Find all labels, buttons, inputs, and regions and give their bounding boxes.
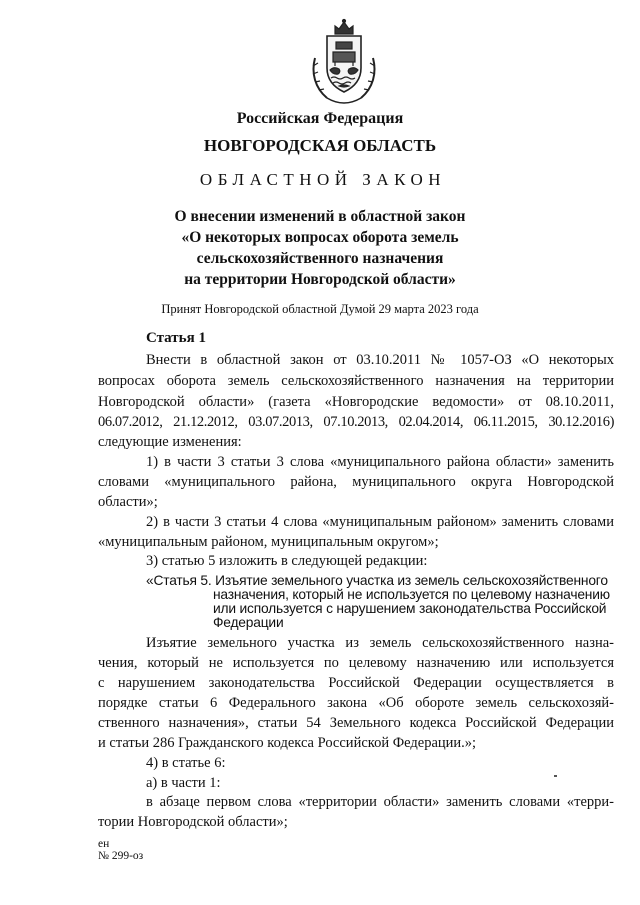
body-line: Изъятие земельного участка из земель сельскохозяйственного назна-: [146, 635, 614, 651]
quoted-article-heading: назначения, который не используется по целевому назначению: [213, 587, 610, 602]
body-line: порядке статьи 6 Федерального закона «Об обороте земель сельскохозяй-: [98, 695, 614, 711]
body-line: 3) статью 5 изложить в следующей редакции:: [146, 553, 428, 569]
adoption-note: Принят Новгородской областной Думой 29 марта 2023 года: [161, 302, 479, 316]
body-line: тории Новгородской области»;: [98, 814, 288, 830]
body-line: и статьи 286 Гражданского кодекса Российской Федерации.»;: [98, 735, 477, 751]
body-line: вопросах оборота земель сельскохозяйственного назначения на территории: [98, 373, 614, 389]
body-line: в абзаце первом слова «территории области» заменить словами «терри-: [146, 794, 614, 810]
body-line: 1) в части 3 статьи 3 слова «муниципального района области» заменить: [146, 454, 614, 470]
title-line: на территории Новгородской области»: [184, 271, 456, 288]
document-type: ОБЛАСТНОЙ ЗАКОН: [199, 170, 447, 189]
title-line: О внесении изменений в областной закон: [174, 208, 466, 225]
body-line: области»;: [98, 494, 158, 510]
footer-code: ен: [98, 838, 110, 850]
body-line: следующие изменения:: [98, 434, 242, 450]
body-line: с нарушением законодательства Российской Федерации осуществляется в: [98, 675, 614, 691]
body-line: словами «муниципального района, муниципального округа Новгородской: [98, 474, 614, 490]
body-line: Внести в областной закон от 03.10.2011 № 1057-ОЗ «О некоторых: [146, 352, 614, 368]
quoted-article-heading: или используется с нарушением законодательства Российской: [213, 601, 607, 616]
body-line: 06.07.2012, 21.12.2012, 03.07.2013, 07.10.2013, 02.04.2014, 06.11.2015, 30.12.2016): [98, 414, 614, 430]
region-name: НОВГОРОДСКАЯ ОБЛАСТЬ: [203, 136, 437, 155]
body-line: «муниципальным районом, муниципальным округом»;: [98, 534, 439, 550]
body-line: 4) в статье 6:: [146, 755, 226, 771]
document-footer: [98, 838, 143, 862]
body-line: 2) в части 3 статьи 4 слова «муниципальным районом» заменить словами: [146, 514, 614, 530]
article-heading: Статья 1: [146, 330, 206, 346]
title-line: сельскохозяйственного назначения: [196, 250, 444, 267]
coat-of-arms-icon: [305, 18, 383, 104]
country-name: Российская Федерация: [236, 110, 404, 127]
body-line: чения, который не используется по целевому назначению или используется: [98, 655, 614, 671]
title-line: «О некоторых вопросах оборота земель: [181, 229, 459, 246]
quoted-article-heading: Федерации: [213, 615, 284, 630]
law-title: [0, 206, 640, 290]
body-line: ственного назначения», статьи 54 Земельного кодекса Российской Федерации: [98, 715, 614, 731]
footer-number: № 299-оз: [98, 850, 144, 862]
body-line: Новгородской области» (газета «Новгородские ведомости» от 08.10.2011,: [98, 394, 614, 410]
body-line: а) в части 1:: [146, 775, 221, 791]
scan-speck: [554, 775, 557, 777]
quoted-article-heading: «Статья 5. Изъятие земельного участка из земель сельскохозяйственного: [146, 573, 608, 588]
